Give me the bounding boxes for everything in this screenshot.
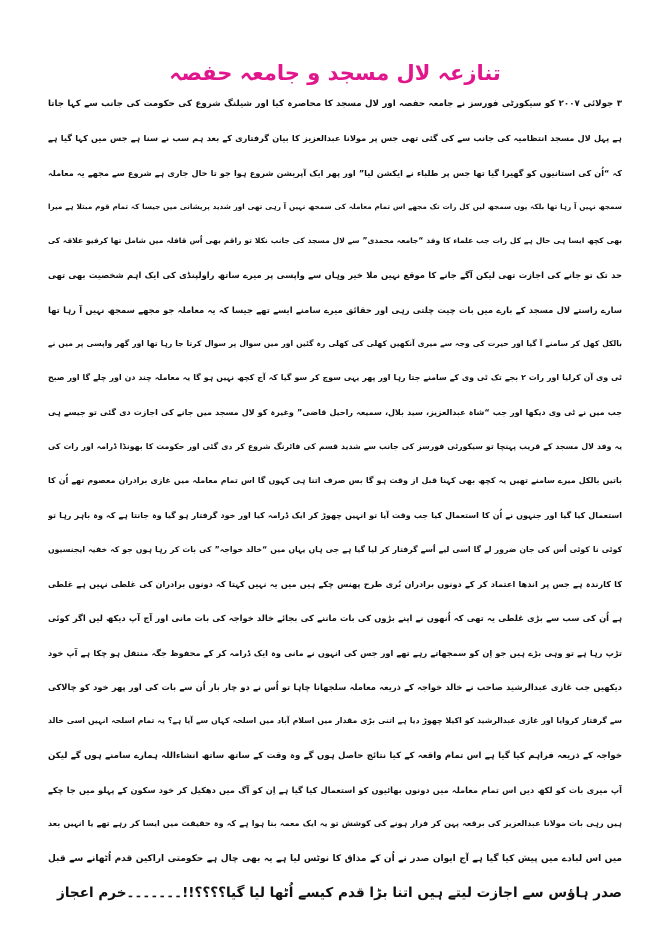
text-line: بھی کچھ ایسا ہی حال ہے کل رات جب علماء کا وفد “جامعہ محمدی” سے لال مسجد کی جانب نکلا تو راقم بھی اُس قافلہ میں شامل تھا کرفیو علاقہ کی: [48, 236, 622, 246]
page-title: تنازعہ لال مسجد و جامعہ حفصہ: [169, 61, 501, 85]
text-line: استعمال کیا گیا اور جنہوں نے اُن کا استعمال کیا جب وقت آیا تو انہیں چھوڑ کر ایک ڈرامہ کیا اور خود گرفتار ہو گیا وہ جانتا ہے کہ وہ باہر رہا تو: [48, 510, 622, 520]
text-line: یہ وفد لال مسجد کے قریب پہنچا تو سیکورٹی فورسز کی جانب سے شدید قسم کی فائرنگ شروع کر دی گئی اور حکومت کا بھونڈا ڈرامہ اور رات کی: [48, 441, 622, 451]
text-line: حد تک تو جانے کی اجازت تھی لیکن آگے جانے کا موقع نہیں ملا خیر وہاں سے واپسی پر میرے ساتھ راولپنڈی کی ایک اہم شخصیت بھی تھی: [48, 270, 622, 281]
text-line-signature: صدر ہاؤس سے اجازت لیتے ہیں اتنا بڑا قدم کیسے اُٹھا لیا گیا؟؟؟؟!!۔۔۔۔۔۔۔خرم اعجاز: [57, 884, 622, 901]
text-line: سمجھ نہیں آ رہا تھا بلکہ یوں سمجھ لیں کل رات تک مجھے اس تمام معاملہ کی سمجھ نہیں آ رہی تھی اور شدید پریشانی میں جیسا کہ تمام قوم مبتلا ہے میرا: [48, 201, 622, 211]
text-line: ہے اُن کی سب سے بڑی غلطی یہ تھی کہ اُنھوں نے اپنے بڑوں کی بات ماننے کی بجائے خالد خواجہ کی بات مانی اور آج آپ دیکھ لیں اگر کوئی: [48, 613, 622, 624]
text-line: تڑپ رہا ہے تو وہی بڑے ہیں جو اِن کو سمجھاتے رہے تھے اور جس کی انہوں نے مانی وہ ایک ڈرامہ کر کے محفوظ جگہ منتقل ہو چکا ہے آپ خود: [48, 647, 622, 658]
text-line: بالکل کھل کر سامنے آ گیا اور حیرت کی وجہ سے میری آنکھیں کھلی کی کھلی رہ گئیں اور میں سوال پر سوال کرتا جا رہا تھا اور گھر واپسی پر میں نے: [48, 339, 622, 349]
text-line: میں اس لبادے میں پیش کیا گیا ہے آج ایوان صدر نے اُن کے مذاق کا نوٹس لیا ہے یہ بھی چال ہے حکومتی اراکین قدم اُٹھانے سے قبل: [48, 853, 622, 864]
text-line: ہیں رہی بات مولانا عبدالعزیز کی برقعہ پہن کر فرار ہونے کی کوشش تو یہ ایک معمہ بنا ہوا ہے کہ وہ حقیقت میں ایسا کر رہے تھے یا انہیں بعد: [48, 819, 622, 829]
text-line: ٹی وی آن کرلیا اور رات ۲ بجے تک ٹی وی کے سامنے جتا رہا اور پھر یہی سوچ کر سو گیا کہ آج کچھ نہیں ہو گا یہ معاملہ چند دن اور چلے گا اور صبح: [48, 373, 622, 383]
text-line: خواجہ کے ذریعہ فراہم کیا گیا ہے اس تمام واقعہ کے کیا نتائج حاصل ہوں گے وہ وقت کے ساتھ ساتھ انشاءاللہ ہمارے سامنے ہوں گے لیکن: [48, 750, 622, 761]
text-line: جب میں نے ٹی وی دیکھا اور جب “شاہ عبدالعزیز، سید بلال، سمیعہ راحیل قاضی” وغیرہ کو لال مسجد میں جانے کی اجازت دی گئی تو جیسے ہی: [48, 407, 622, 417]
text-line: کہ “اُن کی استانیوں کو گھیرا گیا تھا جس پر طلباء نے ایکشن لیا” اور پھر ایک آپریشن شروع ہوا جو تا حال جاری ہے شروع سے مجھے یہ معاملہ: [48, 167, 622, 178]
text-line: سے گرفتار کروایا اور غازی عبدالرشید کو اکیلا چھوڑ دیا ہے اتنی بڑی مقدار میں اسلام آباد میں اسلحہ کہاں سے آیا ہے؟ یہ تمام اسلحہ انہیں اسی خالد: [48, 716, 622, 726]
text-line: آپ میری بات کو لکھ دیں اس تمام معاملہ میں دونوں بھائیوں کو استعمال کیا گیا ہے اِن کو آگ میں دھکیل کر خود سکون کے پہلو میں جا چکے: [48, 784, 622, 795]
text-line: سارے راستے لال مسجد کے بارے میں بات چیت چلتی رہی اور حقائق میرے سامنے ایسے تھے جیسا کہ یہ معاملہ جو مجھے سمجھ نہیں آ رہا تھا: [48, 304, 622, 315]
text-line: ۳ جولائی ۲۰۰۷ کو سیکورٹی فورسز نے جامعہ حفصہ اور لال مسجد کا محاصرہ کیا اور شیلنگ شروع کی حکومت کی جانب سے کہا جاتا: [48, 99, 622, 109]
text-line: دیکھیں جب غازی عبدالرشید صاحب نے خالد خواجہ کے ذریعہ معاملہ سلجھانا چاہا تو اُس نے دو چار بار اُن سے بات کی اور پھر خود کو چالاکی: [48, 682, 622, 693]
text-line: کا کارندہ ہے جس پر اندھا اعتماد کر کے دونوں برادران بُری طرح پھنس چکے ہیں میں یہ نہیں کہتا کہ دونوں برادران کی غلطی نہیں ہے غلطی: [48, 579, 622, 590]
article-body: [48, 87, 622, 910]
text-line: کوئی نا کوئی اُس کی جان ضرور لے گا اسی لیے اُسے گرفتار کر لیا گیا ہے جی ہاں یہاں میں “خالد خواجہ” کی بات کر رہا ہوں جو کہ خفیہ ایجنسیوں: [48, 544, 622, 554]
text-line: ہے پہل لال مسجد انتظامیہ کی جانب سے کی گئی تھی جس پر مولانا عبدالعزیز کا بیان گرفتاری کے بعد ہم سب نے سنا ہے جس میں کہا گیا ہے: [48, 133, 622, 144]
text-line: باتیں بالکل میرے سامنے تھیں یہ کچھ بھی کہنا قبل از وقت ہو گا بس صرف اتنا ہی کہوں گا اس تمام معاملہ میں غازی برادران معصوم تھے اُن کا: [48, 476, 622, 486]
